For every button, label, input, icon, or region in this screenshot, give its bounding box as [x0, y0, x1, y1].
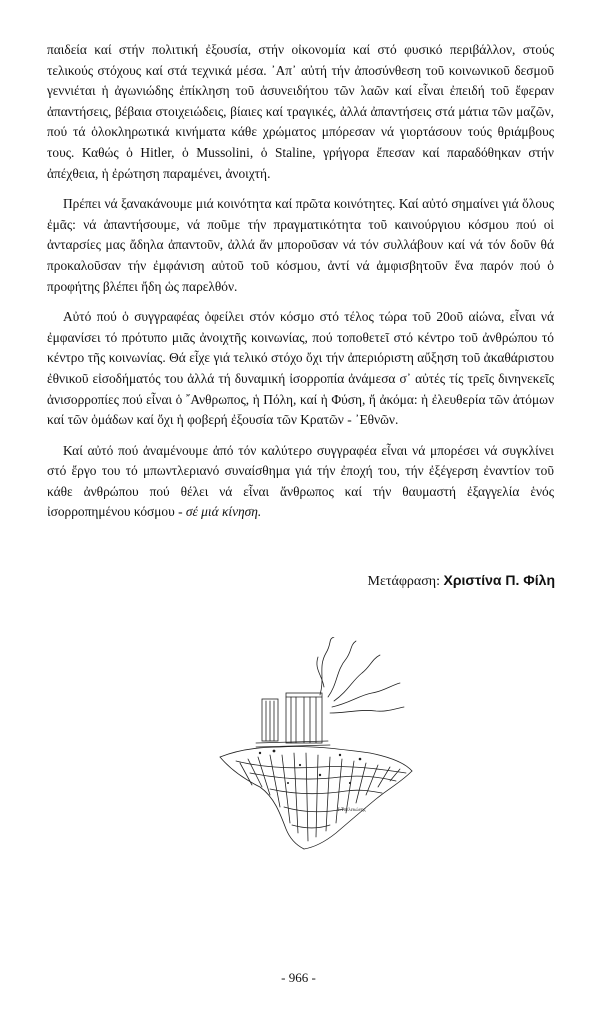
translator-label: Μετάφραση:	[367, 574, 440, 589]
article-body	[47, 40, 554, 533]
svg-text:Ι.Τσελεκώνης: Ι.Τσελεκώνης	[338, 808, 366, 813]
temple-ruins-illustration	[200, 637, 420, 852]
paragraph: παιδεία καί στήν πολιτική ἐξουσία, στήν οἰκονομία καί στό φυσικό περιβάλλον, στούς τελικούς στόχους καί στά τεχνικά μέσα. ᾿Απ᾿ αὐτή τήν ἀποσύνθεση τοῦ κοινωνικοῦ δεσμοῦ γεννιέται ἡ ἀγωνιώδης ἐπίκληση τοῦ ἀσυνειδήτου τῶν λαῶν καί εἶναι ἐπειδή τοῦ ἔφεραν ἀπαντήσεις, βέβαια στοιχειώδεις, βίαιες καί τραγικές, ἀλλά ἀπαντήσεις στά μάτια τῶν μαζῶν, πού τά ὁλοκληρωτικά κινήματα κάθε χρώματος μπόρεσαν νά γιορτάσουν τούς θριάμβους τους. Καθώς ὁ Hitler, ὁ Mussolini, ὁ Staline, γρήγορα ἔπεσαν καί παραδόθηκαν στήν ἀπέχθεια, ἡ ἐρώτηση παραμένει, ἀνοιχτή.	[47, 42, 554, 181]
paragraph-text: Καί αὐτό πού ἀναμένουμε ἀπό τόν καλύτερο συγγραφέα εἶναι νά μπορέσει νά συγκλίνει στό ἔργο του τό μπωντλεριανό συναίσθημα γιά τήν ἐποχή του, τήν ἐξέγερση ἐναντίον τοῦ κάθε ἀνθρώπου πού θέλει νά εἶναι ἄνθρωπος καί τήν θαυμαστή ἐξαγγελία ἑνός ἰσορροπημένου κόσμου -	[47, 442, 554, 520]
paragraph-last	[47, 441, 554, 523]
paragraph: Πρέπει νά ξανακάνουμε μιά κοινότητα καί πρῶτα κοινότητες. Καί αὐτό σημαίνει γιά ὅλους ἐμᾶς: νά ἀπαντήσουμε, νά ποῦμε τήν πραγματικότητα τοῦ καινούργιου κόσμου πού οἱ ἀνταρσίες μας ἄδηλα ἀπαντοῦν, ἀλλά ἄν μποροῦσαν νά τόν συλλάβουν καί νά τόν δοῦν θά προκαλοῦσαν τήν ἐμφάνιση αὐτοῦ τοῦ κόσμου, ἀντί νά ἀμφισβητοῦν ἕνα παρόν πού ὁ προφήτης βλέπει ἤδη ὡς παρελθόν.	[47, 196, 554, 294]
closing-italic: σέ μιά κίνηση.	[185, 504, 262, 520]
translator-name: Χριστίνα Π. Φίλη	[443, 572, 555, 588]
page-number: - 966 -	[281, 970, 316, 985]
translator-credit	[368, 572, 555, 590]
paragraph: Αὐτό πού ὁ συγγραφέας ὀφείλει στόν κόσμο στό τέλος τώρα τοῦ 20οῦ αἰώνα, εἶναι νά ἐμφανίσει τό πρότυπο μιᾶς ἀνοιχτῆς κοινωνίας, πού τοποθετεῖ στό κέντρο τοῦ ἀνθρώπου τό κέντρο τῆς κοινωνίας. Θά εἶχε γιά τελικό στόχο ὄχι τήν ἀπεριόριστη αὔξηση τοῦ ἀκαθάριστου ἐθνικοῦ εἰσοδήματός του ἀλλά τή δυναμική ἰσορροπία ἀνάμεσα σ᾿ αὐτές τίς τρεῖς δινηνεκεῖς ἀνισορροπίες πού εἶναι ὁ ῎Ανθρωπος, ἡ Πόλη, καί ἡ Φύση, ἤ ἀκόμα: ἡ ἐλευθερία τῶν ἀτόμων καί τῶν ὁμάδων καί ὄχι ἡ φοβερή ἐξουσία τῶν Κρατῶν - ᾿Εθνῶν.	[47, 309, 554, 428]
